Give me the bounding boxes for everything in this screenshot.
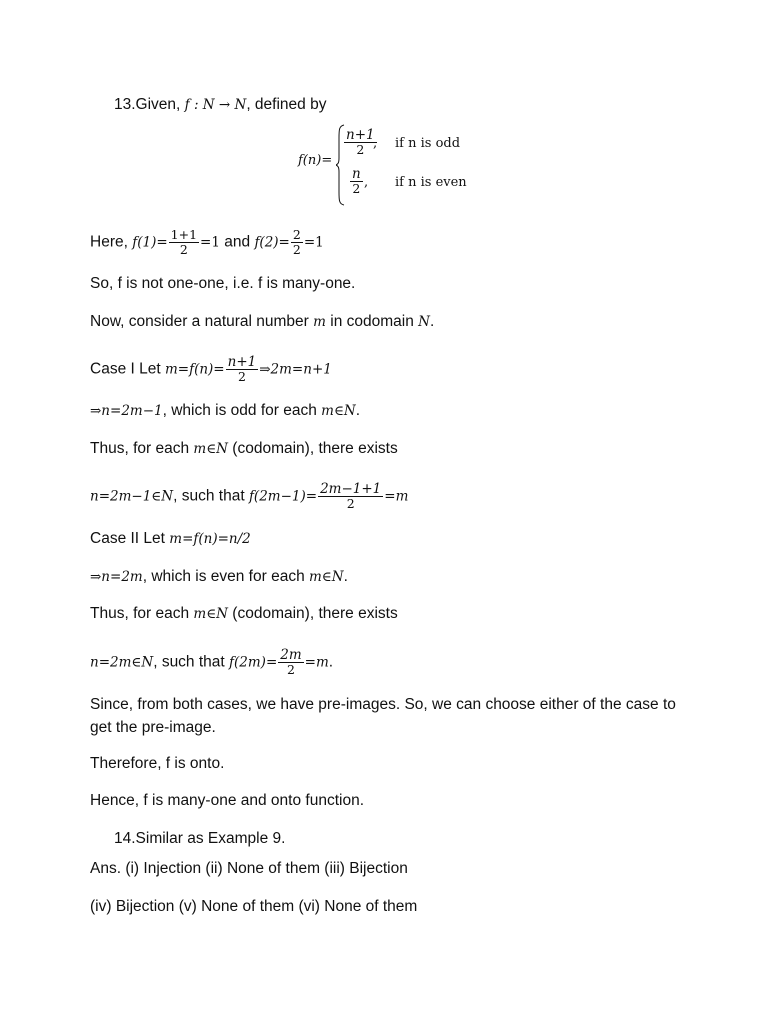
case1-prefix: Case I Let (90, 360, 165, 378)
impl2-expression: ⇒n=2m (90, 569, 143, 585)
f1-denominator: 2 (179, 242, 188, 257)
since-paragraph: Since, from both cases, we have pre-images. So, we can choose either of the case to get the pre-image. (90, 696, 676, 736)
thus2-set: m∈N (193, 606, 228, 622)
exists2-f: f(2m)= (229, 654, 278, 671)
hence-line: Hence, f is many-one and onto function. (90, 792, 364, 809)
impl2-text: , which is even for each (142, 568, 309, 585)
even-case-comma: , (364, 175, 369, 190)
impl1-expression: ⇒n=2m−1 (90, 403, 163, 419)
now-mid: in codomain (325, 313, 419, 330)
now-m: m (313, 314, 326, 330)
f1-expression: f(1)= (132, 234, 168, 251)
case1-line (90, 355, 332, 384)
exists1-end: =m (384, 488, 409, 505)
f1-numerator: 1+1 (170, 227, 198, 242)
exists2-numerator: 2m (280, 647, 302, 663)
impl1-text: , which is odd for each (162, 402, 322, 419)
exists1-expression: n=2m−1∈N (90, 488, 174, 505)
case2-prefix: Case II Let (90, 530, 170, 547)
q13-title (114, 94, 326, 116)
odd-case-comma: , (373, 136, 378, 151)
exists2-mid: , such that (153, 653, 230, 671)
impl2-end: . (343, 568, 348, 585)
thus2-prefix: Thus, for each (90, 605, 194, 622)
even-case-denominator: 2 (352, 181, 361, 196)
impl1-end: . (355, 402, 361, 419)
thus1-prefix: Thus, for each (90, 440, 194, 457)
even-case-condition: if n is even (395, 175, 467, 190)
q14-answer-line-2: (iv) Bijection (v) None of them (vi) None of them (90, 898, 418, 915)
now-prefix: Now, consider a natural number (90, 313, 314, 330)
exists2-denominator: 2 (286, 662, 295, 677)
exists2-end: =m (304, 654, 329, 671)
f2-denominator: 2 (292, 242, 301, 257)
case1-numerator: n+1 (227, 354, 257, 370)
odd-case-condition: if n is odd (395, 136, 461, 151)
so-line: So, f is not one-one, i.e. f is many-one. (90, 275, 356, 292)
exists1-numerator: 2m−1+1 (320, 481, 382, 497)
implication1-line (90, 400, 360, 422)
case1-expression: m=f(n)= (164, 361, 225, 378)
exists2-expression: n=2m∈N (90, 654, 154, 671)
thus1-line (90, 438, 398, 460)
q13-number-label: 13.Given, (114, 96, 185, 113)
and-text: and (219, 233, 255, 251)
thus2-line (90, 603, 398, 625)
now-line (90, 311, 434, 333)
f2-expression: f(2)= (254, 234, 290, 251)
impl2-set: m∈N (309, 569, 344, 585)
here-line (90, 228, 324, 257)
case1-fraction (226, 355, 259, 384)
f2-result: =1 (303, 234, 324, 251)
f2-numerator: 2 (292, 227, 301, 242)
now-end: . (429, 313, 435, 330)
here-prefix: Here, (90, 233, 133, 251)
case2-expression: m=f(n)=n/2 (169, 531, 251, 547)
exists1-mid: , such that (173, 487, 249, 505)
impl1-set: m∈N (321, 403, 356, 419)
q14-title: 14.Similar as Example 9. (114, 830, 286, 847)
case2-line (90, 528, 251, 550)
exists2-dot: . (328, 653, 334, 671)
implication2-line (90, 566, 348, 588)
exists1-f: f(2m−1)= (248, 488, 318, 505)
f2-fraction (291, 228, 303, 257)
q13-title-tail: , defined by (246, 96, 327, 113)
thus1-set: m∈N (193, 441, 228, 457)
even-case-fraction (350, 167, 363, 196)
f1-fraction (169, 228, 199, 257)
therefore-line: Therefore, f is onto. (90, 755, 225, 772)
now-N: N (418, 314, 430, 330)
odd-case-fraction (344, 128, 377, 157)
case1-denominator: 2 (237, 369, 246, 384)
odd-case-denominator: 2 (356, 142, 365, 157)
fn-label: f(n)= (298, 153, 333, 168)
exists2-line (90, 648, 333, 677)
mapping-expression: f : N → N (184, 97, 247, 113)
exists2-fraction (278, 648, 303, 677)
case1-tail: ⇒2m=n+1 (259, 361, 332, 378)
f1-result: =1 (200, 234, 220, 251)
exists1-denominator: 2 (346, 496, 355, 511)
exists1-line (90, 482, 408, 511)
odd-case-numerator: n+1 (346, 127, 375, 143)
q14-answer-line-1: Ans. (i) Injection (ii) None of them (iii) Bijection (90, 860, 408, 877)
thus2-tail: (codomain), there exists (228, 605, 398, 622)
exists1-fraction (318, 482, 383, 511)
thus1-tail: (codomain), there exists (228, 440, 398, 457)
even-case-numerator: n (352, 166, 361, 182)
